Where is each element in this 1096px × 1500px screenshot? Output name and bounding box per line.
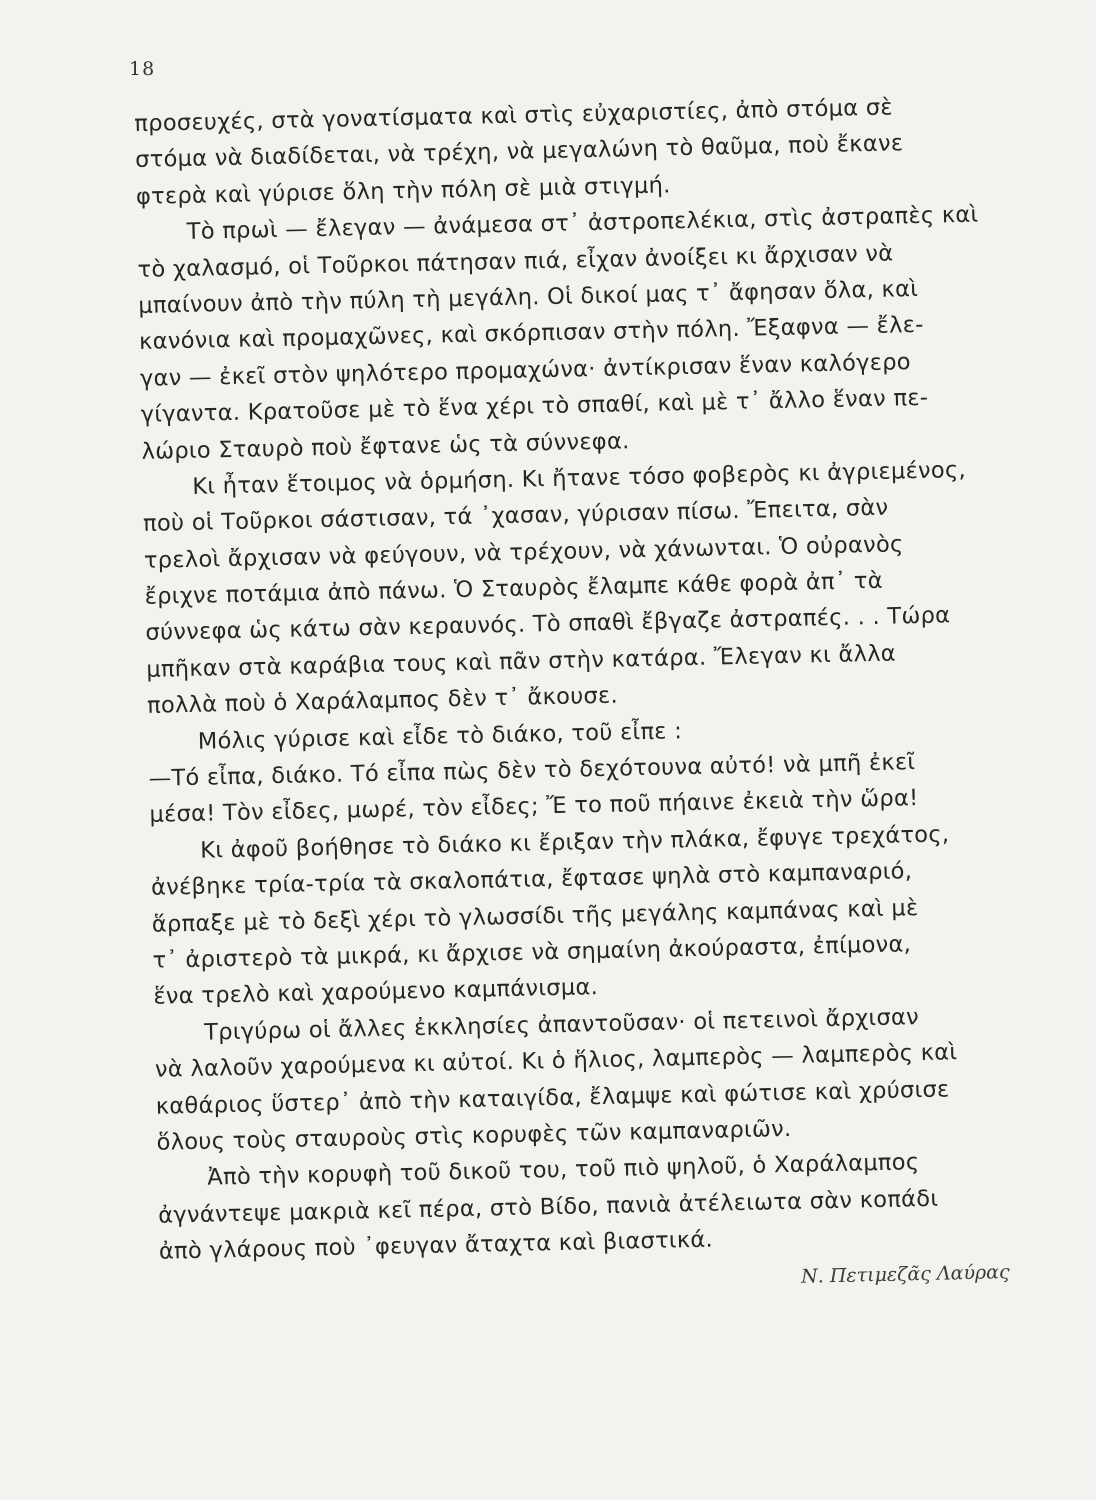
text-line: γαν — ἐκεῖ στὸν ψηλότερο προμαχώνα· ἀντίκρισαν ἕναν καλόγερο [139, 348, 912, 392]
paragraph-start-line: Κι ἀφοῦ βοήθησε τὸ διάκο κι ἔριξαν τὴν πλάκα, ἔφυγε τρεχάτος, [199, 821, 950, 864]
text-line: τὸ χαλασμό, οἱ Τοῦρκοι πάτησαν πιά, εἶχαν ἀνοίξει κι ἄρχισαν νὰ [137, 240, 894, 283]
paragraph-start-line: Μόλις γύρισε καὶ εἶδε τὸ διάκο, τοῦ εἶπε : [197, 717, 683, 755]
text-line: ἅρπαξε μὲ τὸ δεξὶ χέρι τὸ γλωσσίδι τῆς μεγάλης καμπάνας καὶ μὲ [151, 894, 919, 938]
text-line: μπῆκαν στὰ καράβια τους καὶ πᾶν στὴν κατάρα. Ἔλεγαν κι ἄλλα [146, 640, 897, 683]
text-line: φτερὰ καὶ γύρισε ὅλη τὴν πόλη σὲ μιὰ στιγμή. [135, 172, 671, 210]
paragraph-start-line: Τριγύρω οἱ ἄλλες ἐκκλησίες ἀπαντοῦσαν· οἱ πετεινοὶ ἄρχισαν [203, 1003, 920, 1046]
text-line: κανόνια καὶ προμαχῶνες, καὶ σκόρπισαν στὴν πόλη. Ἔξαφνα — ἔλε- [138, 312, 924, 356]
text-line: ποὺ οἱ Τοῦρκοι σάστισαν, τά ᾽χασαν, γύρισαν πίσω. Ἔπειτα, σὰν [142, 494, 889, 538]
text-line: προσευχές, στὰ γονατίσματα καὶ στὶς εὐχαριστίες, ἀπὸ στόμα σὲ [134, 94, 894, 137]
paragraph-start-line: Ἀπὸ τὴν κορυφὴ τοῦ δικοῦ του, τοῦ πιὸ ψηλοῦ, ὁ Χαράλαμπος [207, 1149, 920, 1191]
body-text [134, 87, 1020, 1306]
text-line: —Τό εἶπα, διάκο. Τό εἶπα πὼς δὲν τὸ δεχότουνα αὐτό! νὰ μπῆ ἐκεῖ [148, 749, 916, 792]
text-line: ἀπὸ γλάρους ποὺ ᾽φευγαν ἄταχτα καὶ βιαστικά. [158, 1226, 714, 1265]
text-line: πολλὰ ποὺ ὁ Χαράλαμπος δὲν τ᾽ ἄκουσε. [146, 682, 619, 720]
text-line: τ᾽ ἀριστερὸ τὰ μικρά, κι ἄρχισε νὰ σημαίνη ἀκούραστα, ἐπίμονα, [152, 931, 912, 974]
text-line: ἔριχνε ποτάμια ἀπὸ πάνω. Ὁ Σταυρὸς ἔλαμπε κάθε φορὰ ἀπ᾽ τὰ [144, 567, 884, 610]
text-line: στόμα νὰ διαδίδεται, νὰ τρέχη, νὰ μεγαλώνη τὸ θαῦμα, ποὺ ἔκανε [134, 130, 904, 174]
text-line: καθάριος ὕστερ᾽ ἀπὸ τὴν καταιγίδα, ἔλαμψε καὶ φώτισε καὶ χρύσισε [155, 1075, 950, 1120]
text-line: σύννεφα ὡς κάτω σὰν κεραυνός. Τὸ σπαθὶ ἔβγαζε ἀστραπές. . . Τώρα [145, 602, 951, 647]
page-number: 18 [129, 58, 156, 80]
author-signature: Ν. Πετιμεζᾶς Λαύρας [800, 1260, 1010, 1288]
text-line: μέσα! Τὸν εἶδες, μωρέ, τὸν εἶδες; Ἔ το ποῦ πήαινε ἐκειὰ τὴν ὥρα! [149, 785, 919, 829]
paragraph-start-line: Κι ἦταν ἕτοιμος νὰ ὁρμήση. Κι ἤτανε τόσο φοβερὸς κι ἀγριεμένος, [192, 456, 967, 500]
text-line: ἀγνάντεψε μακριὰ κεῖ πέρα, στὸ Βίδο, πανιὰ ἀτέλειωτα σὰν κοπάδι [157, 1185, 939, 1229]
paragraph-start-line: Τὸ πρωὶ — ἔλεγαν — ἀνάμεσα στ᾽ ἀστροπελέκια, στὶς ἀστραπὲς καὶ [186, 201, 979, 246]
text-line: γίγαντα. Κρατοῦσε μὲ τὸ ἕνα χέρι τὸ σπαθί, καὶ μὲ τ᾽ ἄλλο ἕναν πε- [140, 384, 929, 429]
text-line: τρελοὶ ἄρχισαν νὰ φεύγουν, νὰ τρέχουν, νὰ χάνωνται. Ὁ οὐρανὸς [143, 531, 904, 574]
text-line: ἕνα τρελὸ καὶ χαρούμενο καμπάνισμα. [153, 974, 599, 1011]
text-line: ἀνέβηκε τρία-τρία τὰ σκαλοπάτια, ἔφτασε ψηλὰ στὸ καμπαναριό, [150, 858, 913, 902]
text-line: λώριο Σταυρὸ ποὺ ἔφτανε ὡς τὰ σύννεφα. [141, 427, 630, 465]
text-line: μπαίνουν ἀπὸ τὴν πύλη τὴ μεγάλη. Οἱ δικοί μας τ᾽ ἄφησαν ὅλα, καὶ [138, 275, 919, 319]
text-line: νὰ λαλοῦν χαρούμενα κι αὐτοί. Κι ὁ ἥλιος, λαμπερὸς — λαμπερὸς καὶ [154, 1039, 958, 1083]
text-line: ὅλους τοὺς σταυροὺς στὶς κορυφὲς τῶν καμπαναριῶν. [156, 1115, 792, 1156]
